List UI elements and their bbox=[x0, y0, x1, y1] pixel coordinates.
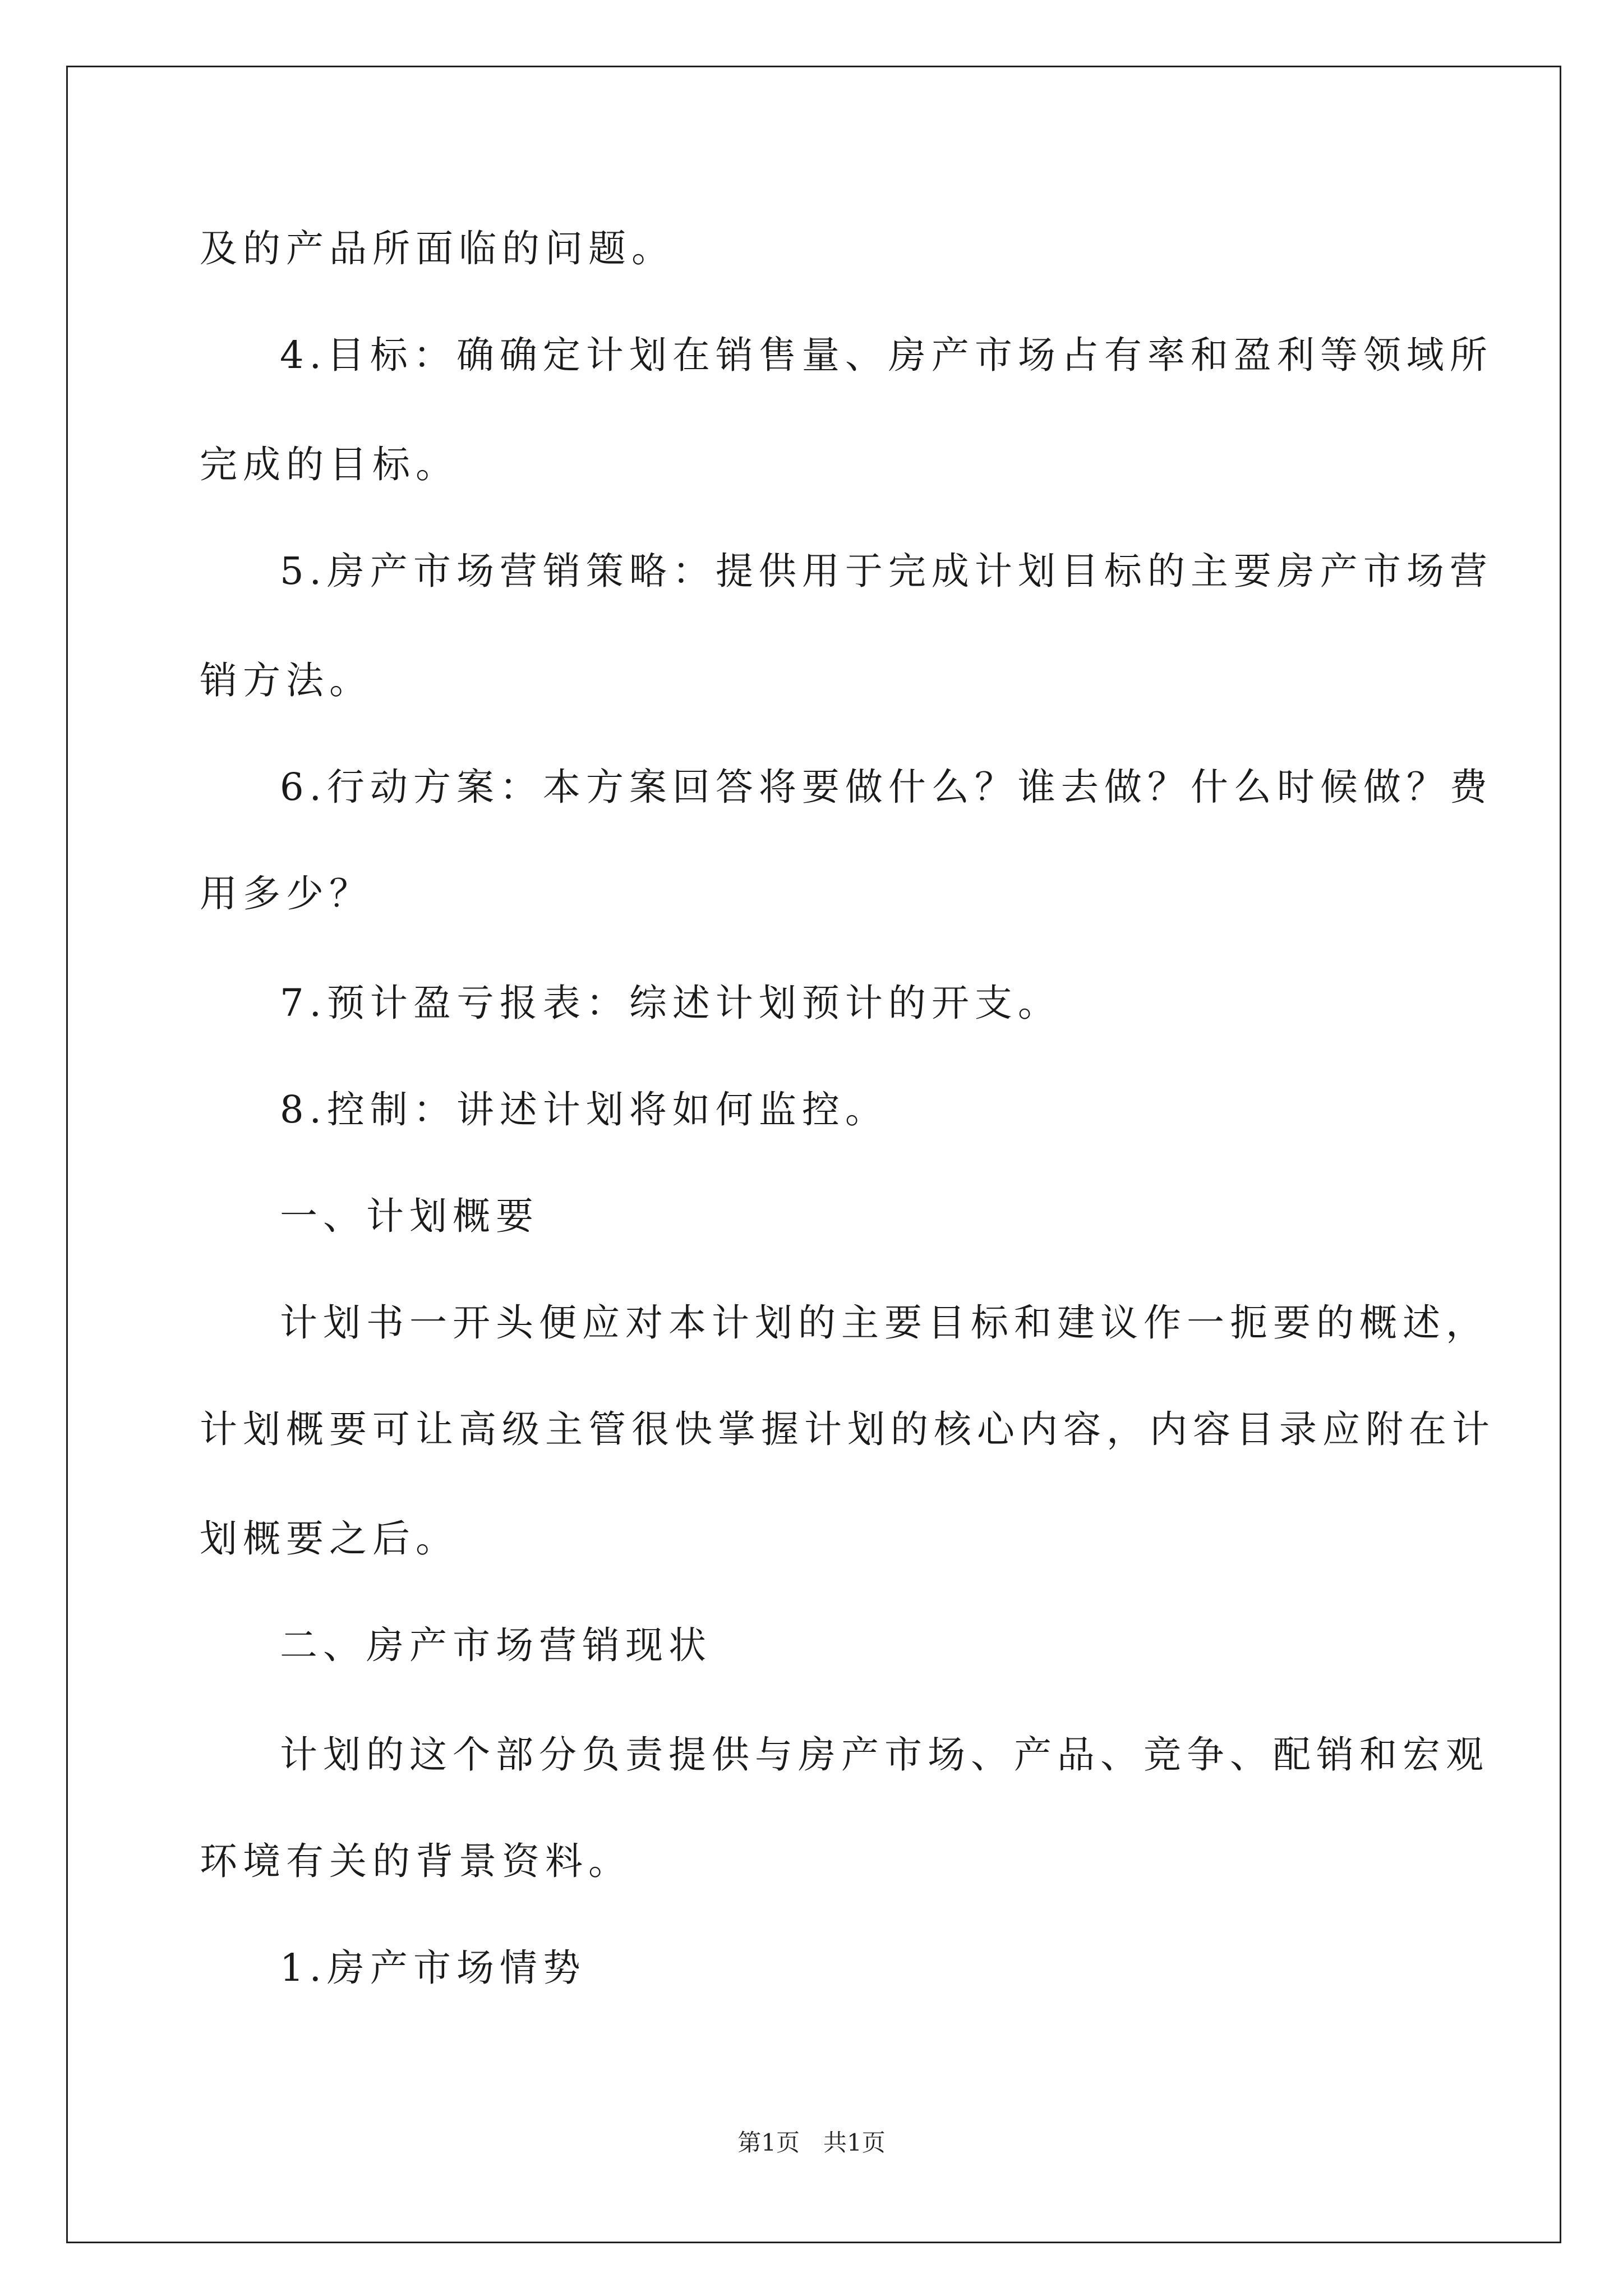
paragraph-line: 用多少？ bbox=[200, 872, 372, 915]
list-item-action-plan: 6.行动方案：本方案回答将要做什么？谁去做？什么时候做？费 bbox=[280, 765, 1493, 809]
list-item-control: 8.控制：讲述计划将如何监控。 bbox=[280, 1088, 888, 1131]
page-number-footer: 第1页 共1页 bbox=[737, 2129, 886, 2156]
list-item-strategy: 5.房产市场营销策略：提供用于完成计划目标的主要房产市场营 bbox=[280, 549, 1493, 593]
paragraph-line: 销方法。 bbox=[200, 659, 372, 702]
paragraph-line: 计划概要可让高级主管很快掌握计划的核心内容，内容目录应附在计 bbox=[200, 1407, 1495, 1451]
paragraph-line: 及的产品所面临的问题。 bbox=[200, 227, 675, 270]
paragraph-line: 计划的这个部分负责提供与房产市场、产品、竞争、配销和宏观 bbox=[280, 1733, 1489, 1777]
paragraph-line: 环境有关的背景资料。 bbox=[200, 1839, 631, 1883]
section-heading-status: 二、房产市场营销现状 bbox=[280, 1623, 712, 1667]
list-item-profit-loss: 7.预计盈亏报表：综述计划预计的开支。 bbox=[280, 981, 1061, 1025]
paragraph-line: 计划书一开头便应对本计划的主要目标和建议作一扼要的概述， bbox=[280, 1301, 1489, 1345]
subsection-heading-market: 1.房产市场情势 bbox=[280, 1946, 586, 1990]
page-border bbox=[66, 66, 1561, 2243]
paragraph-line: 完成的目标。 bbox=[200, 443, 459, 486]
section-heading-summary: 一、计划概要 bbox=[280, 1194, 539, 1238]
list-item-goal: 4.目标：确确定计划在销售量、房产市场占有率和盈利等领域所 bbox=[280, 333, 1493, 377]
paragraph-line: 划概要之后。 bbox=[200, 1517, 459, 1561]
